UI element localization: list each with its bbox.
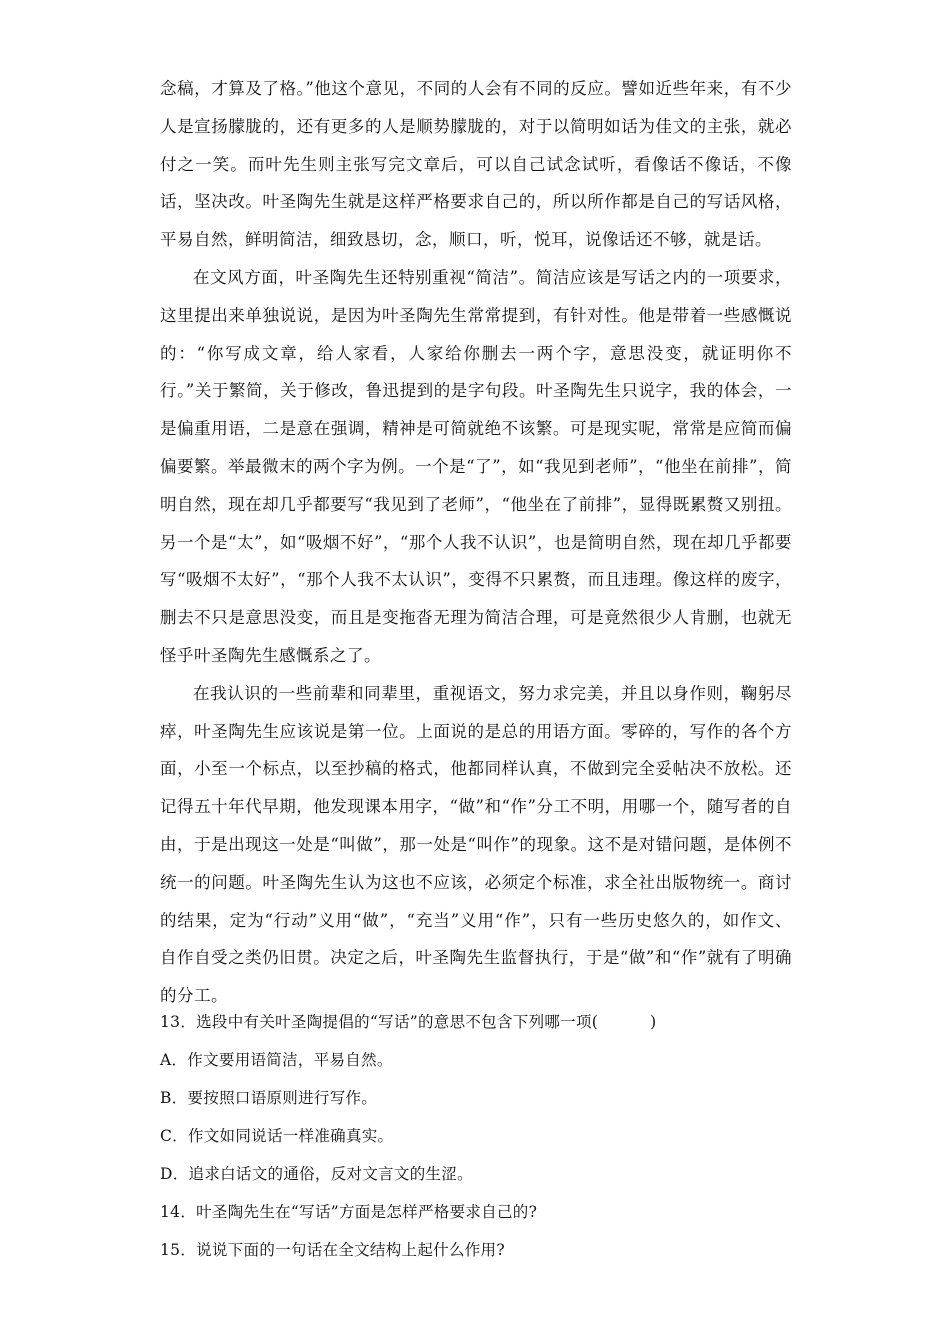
question-13-close: ) — [650, 1013, 657, 1031]
option-b: B．要按照口语原则进行写作。 — [160, 1089, 378, 1107]
paragraph-3: 在我认识的一些前辈和同辈里，重视语文，努力求完美，并且以身作则，鞠躬尽瘁，叶圣陶先生应该说是第一位。上面说的是总的用语方面。零碎的，写作的各个方面，小至一个标点，以至抄稿的格式，他都同样认真，不做到完全妥帖决不放松。还记得五十年代早期，他发现课本用字，“做”和“作”分工不明，用哪一个，随写者的自由，于是出现这一处是“叫做”，那一处是“叫作”的现象。这不是对错问题，是体例不统一的问题。叶圣陶先生认为这也不应该，必须定个标准，求全社出版物统一。商讨的结果，定为“行动”义用“做”，“充当”义用“作”，只有一些历史悠久的，如作文、自作自受之类仍旧贯。决定之后，叶圣陶先生监督执行，于是“做”和“作”就有了明确的分工。 — [160, 683, 792, 1006]
option-a: A．作文要用语简洁，平易自然。 — [160, 1051, 393, 1069]
article-body — [160, 70, 792, 1015]
option-c: C．作文如同说话一样准确真实。 — [160, 1127, 394, 1145]
question-13-stem: 13．选段中有关叶圣陶提倡的“写话”的意思不包含下列哪一项( — [160, 1013, 599, 1031]
paragraph-1: 念稿，才算及了格。”他这个意见，不同的人会有不同的反应。譬如近些年来，有不少人是宣扬朦胧的，还有更多的人是顺势朦胧的，对于以简明如话为佳文的主张，就必付之一笑。而叶先生则主张写完文章后，可以自己试念试听，看像话不像话，不像话，坚决改。叶圣陶先生就是这样严格要求自己的，所以所作都是自己的写话风格，平易自然，鲜明简洁，细致恳切，念，顺口，听，悦耳，说像话还不够，就是话。 — [160, 79, 792, 250]
question-14: 14．叶圣陶先生在“写话”方面是怎样严格要求自己的? — [160, 1203, 538, 1221]
question-13 — [160, 1012, 792, 1050]
option-d: D．追求白话文的通俗，反对文言文的生涩。 — [160, 1165, 473, 1183]
paragraph-2: 在文风方面，叶圣陶先生还特别重视“简洁”。简洁应该是写话之内的一项要求，这里提出来单独说说，是因为叶圣陶先生常常提到，有针对性。他是带着一些感慨说的：“你写成文章，给人家看，人家给你删去一两个字，意思没变，就证明你不行。”关于繁简，关于修改，鲁迅提到的是字句段。叶圣陶先生只说字，我的体会，一是偏重用语，二是意在强调，精神是可简就绝不该繁。可是现实呢，常常是应简而偏偏要繁。举最微末的两个字为例。一个是“了”，如“我见到老师”，“他坐在前排”，简明自然，现在却几乎都要写“我见到了老师”，“他坐在了前排”，显得既累赘又别扭。另一个是“太”，如“吸烟不好”，“那个人我不认识”，也是简明自然，现在却几乎都要写“吸烟不太好”，“那个人我不太认识”，变得不只累赘，而且违理。像这样的废字，删去不只是意思没变，而且是变拖沓无理为简洁合理，可是竟然很少人肯删，也就无怪乎叶圣陶先生感慨系之了。 — [160, 267, 792, 665]
question-section — [160, 1012, 792, 1278]
question-15: 15．说说下面的一句话在全文结构上起什么作用? — [160, 1241, 505, 1259]
